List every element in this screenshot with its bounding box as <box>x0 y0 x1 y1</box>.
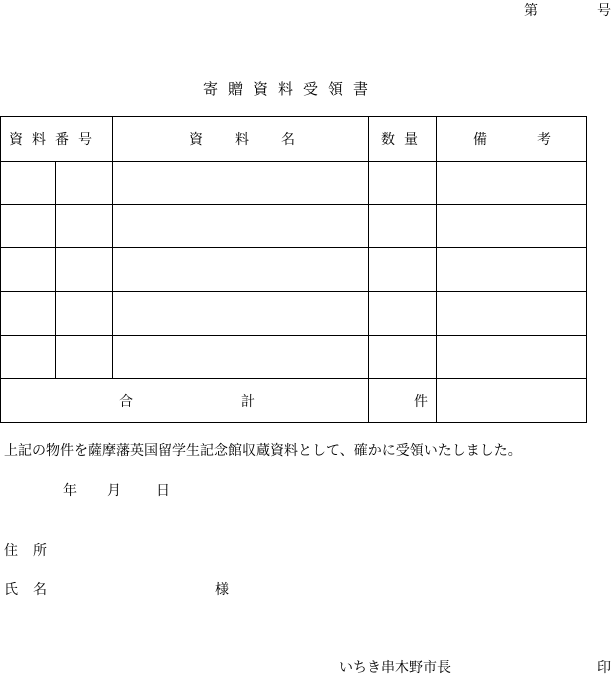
header-item-name-char: 名 <box>281 132 295 148</box>
donor-label-char: 名 <box>33 582 47 598</box>
remarks-cell[interactable] <box>437 248 587 292</box>
quantity-cell[interactable] <box>369 336 437 379</box>
table-header-row <box>1 117 587 162</box>
remarks-cell[interactable] <box>437 292 587 336</box>
document-title: 寄贈資料受領書 <box>203 80 379 98</box>
seal-mark: 印 <box>597 660 611 676</box>
table-row <box>1 205 587 248</box>
quantity-cell[interactable] <box>369 248 437 292</box>
header-item-name-char: 資 <box>189 132 203 148</box>
item-name-cell[interactable] <box>113 336 369 379</box>
header-item-name <box>113 117 369 162</box>
issuer-title: いちき串木野市長 <box>339 660 451 676</box>
total-remarks-cell[interactable] <box>437 379 587 423</box>
item-number-cell-a[interactable] <box>1 292 56 336</box>
header-item-name-char: 料 <box>235 132 249 148</box>
date-day-label: 日 <box>156 483 170 499</box>
total-unit-label: 件 <box>414 393 428 410</box>
item-number-cell-b[interactable] <box>56 162 113 205</box>
remarks-cell[interactable] <box>437 336 587 379</box>
quantity-cell[interactable] <box>369 162 437 205</box>
header-item-number: 資料番号 <box>1 117 113 162</box>
doc-number-suffix: 号 <box>597 3 611 19</box>
donor-honorific: 様 <box>215 582 229 598</box>
header-quantity: 数量 <box>369 117 437 162</box>
total-label-char: 計 <box>241 394 255 410</box>
item-name-cell[interactable] <box>113 205 369 248</box>
receipt-statement: 上記の物件を薩摩藩英国留学生記念館収蔵資料として、確かに受領いたしました。 <box>4 443 522 459</box>
donor-label-char: 氏 <box>4 582 18 598</box>
doc-number-prefix: 第 <box>524 3 538 19</box>
receipt-table <box>0 116 587 423</box>
date-year-label: 年 <box>63 483 77 499</box>
address-label-char: 所 <box>33 543 47 559</box>
item-number-cell-a[interactable] <box>1 162 56 205</box>
table-row <box>1 336 587 379</box>
item-number-cell-a[interactable] <box>1 336 56 379</box>
total-label-char: 合 <box>119 394 133 410</box>
item-name-cell[interactable] <box>113 248 369 292</box>
address-label-char: 住 <box>4 543 18 559</box>
item-name-cell[interactable] <box>113 292 369 336</box>
remarks-cell[interactable] <box>437 205 587 248</box>
total-label-cell <box>1 379 369 423</box>
item-number-cell-b[interactable] <box>56 336 113 379</box>
item-number-cell-a[interactable] <box>1 248 56 292</box>
item-number-cell-b[interactable] <box>56 205 113 248</box>
item-number-cell-a[interactable] <box>1 205 56 248</box>
table-row <box>1 162 587 205</box>
quantity-cell[interactable] <box>369 292 437 336</box>
total-row <box>1 379 587 423</box>
remarks-cell[interactable] <box>437 162 587 205</box>
table-row <box>1 248 587 292</box>
total-quantity-cell[interactable] <box>369 379 437 423</box>
item-number-cell-b[interactable] <box>56 292 113 336</box>
table-row <box>1 292 587 336</box>
header-remarks-char: 考 <box>537 132 551 148</box>
quantity-cell[interactable] <box>369 205 437 248</box>
header-remarks <box>437 117 587 162</box>
item-number-cell-b[interactable] <box>56 248 113 292</box>
item-name-cell[interactable] <box>113 162 369 205</box>
header-remarks-char: 備 <box>473 132 487 148</box>
date-month-label: 月 <box>107 483 121 499</box>
